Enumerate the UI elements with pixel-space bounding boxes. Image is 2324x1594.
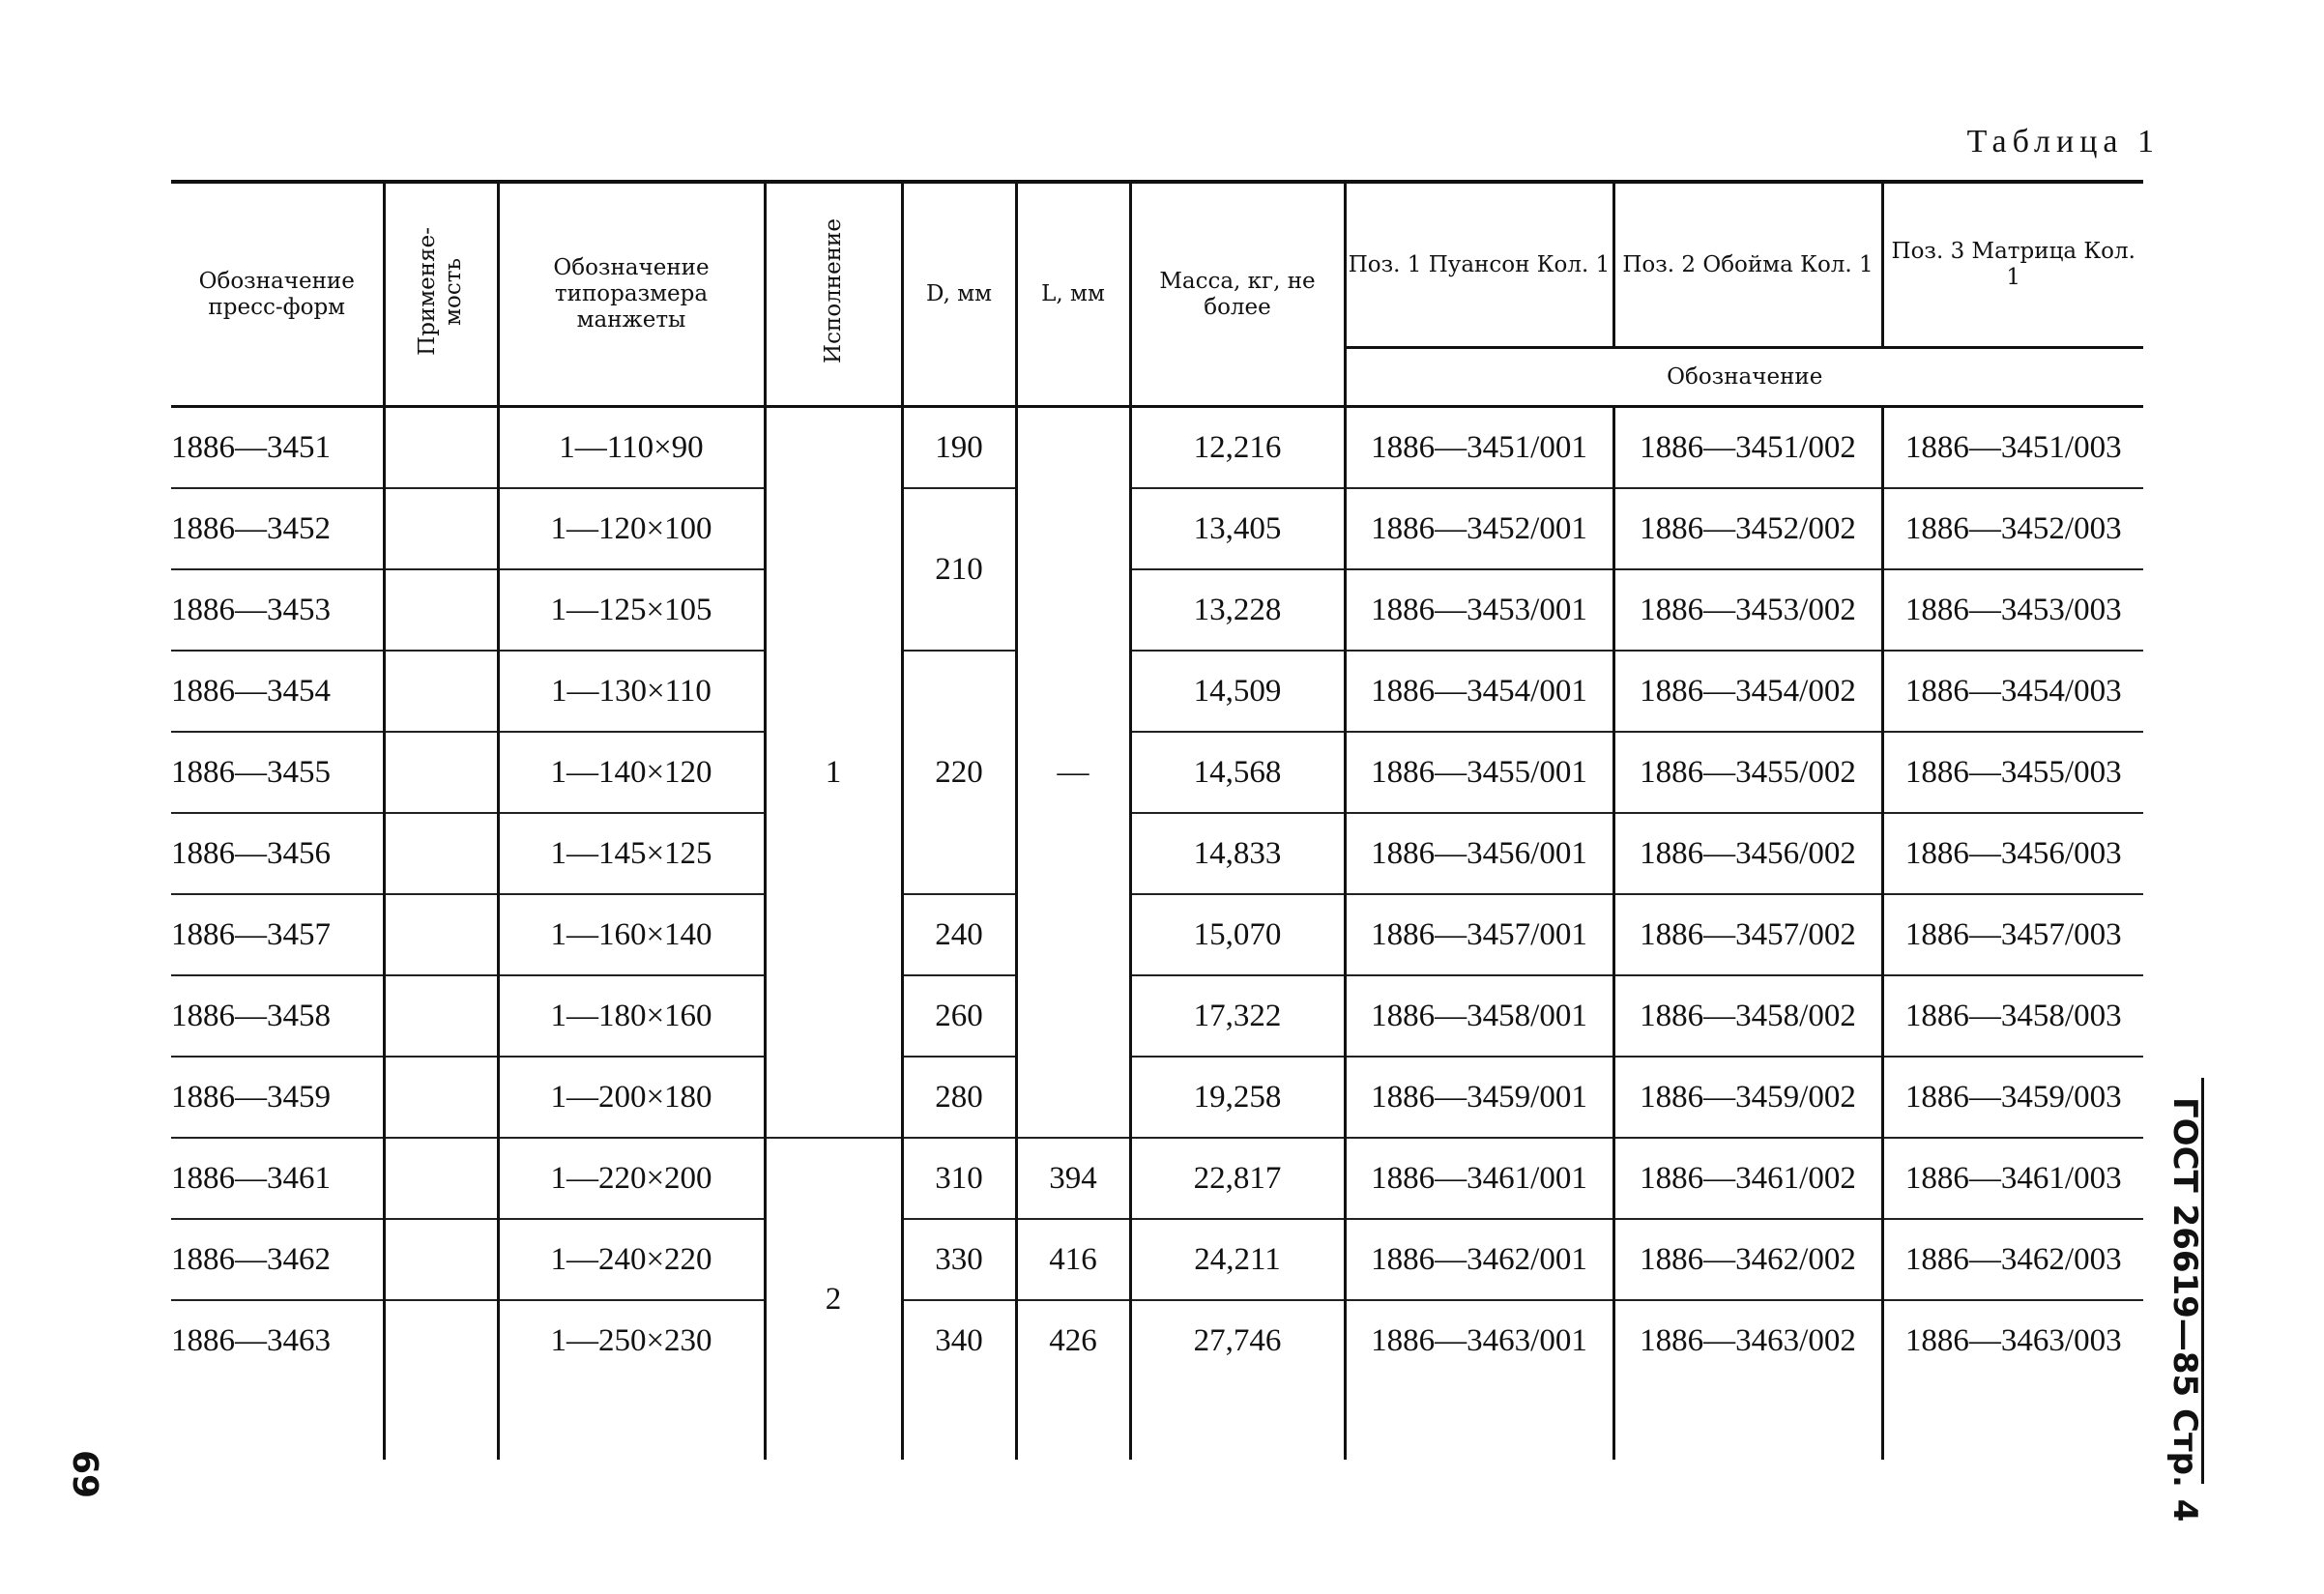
table-tail	[902, 1380, 1016, 1460]
header-d-mm: D, мм	[902, 182, 1016, 407]
table-tail	[498, 1380, 765, 1460]
table-cell-designation: 1886—3455	[171, 732, 384, 813]
d-cell: 340	[902, 1300, 1016, 1380]
mass-cell: 19,258	[1130, 1057, 1345, 1138]
mass-cell: 13,228	[1130, 569, 1345, 651]
table-cell-size: 1—130×110	[498, 651, 765, 732]
version-cell: 1	[765, 407, 902, 1139]
pos2-cell: 1886—3451/002	[1613, 407, 1882, 489]
pos1-cell: 1886—3456/001	[1345, 813, 1613, 894]
table-cell-applicability	[384, 732, 498, 813]
table-cell-designation: 1886—3452	[171, 488, 384, 569]
pos2-cell: 1886—3458/002	[1613, 975, 1882, 1057]
table-cell-size: 1—200×180	[498, 1057, 765, 1138]
header-pos3: Поз. 3 Матрица Кол. 1	[1882, 182, 2143, 348]
table-cell-designation: 1886—3463	[171, 1322, 331, 1358]
table-cell-size: 1—120×100	[498, 488, 765, 569]
pos2-cell: 1886—3459/002	[1613, 1057, 1882, 1138]
d-cell: 240	[902, 894, 1016, 975]
table-cell-size: 1—110×90	[498, 407, 765, 489]
table-cell-applicability	[384, 569, 498, 651]
table-cell-size: 1—250×230	[498, 1300, 765, 1380]
pos3-cell: 1886—3457/003	[1882, 894, 2143, 975]
l-cell: —	[1016, 407, 1130, 1139]
mass-cell: 13,405	[1130, 488, 1345, 569]
table-cell-designation: 1886—3461	[171, 1138, 384, 1219]
mass-cell: 22,817	[1130, 1138, 1345, 1219]
table-cell-designation: 1886—3459	[171, 1057, 384, 1138]
table-cell-designation: 1886—3457	[171, 894, 384, 975]
mass-cell: 14,833	[1130, 813, 1345, 894]
table-cell-size: 1—125×105	[498, 569, 765, 651]
pos2-cell: 1886—3462/002	[1613, 1219, 1882, 1300]
pos2-cell: 1886—3454/002	[1613, 651, 1882, 732]
header-applicability: Применяе- мость	[384, 182, 498, 407]
table-cell-applicability	[384, 975, 498, 1057]
d-cell: 190	[902, 407, 1016, 489]
pos2-cell: 1886—3463/002	[1613, 1300, 1882, 1380]
table-cell-designation: 1886—3458	[171, 975, 384, 1057]
pos1-cell: 1886—3451/001	[1345, 407, 1613, 489]
mass-cell: 12,216	[1130, 407, 1345, 489]
table-cell-applicability	[384, 488, 498, 569]
table-cell-applicability	[384, 1138, 498, 1219]
header-pos1: Поз. 1 Пуансон Кол. 1	[1345, 182, 1613, 348]
header-version: Исполнение	[765, 182, 902, 407]
l-cell: 416	[1016, 1219, 1130, 1300]
pos1-cell: 1886—3458/001	[1345, 975, 1613, 1057]
table-tail	[1882, 1380, 2143, 1460]
header-l-mm: L, мм	[1016, 182, 1130, 407]
pos2-cell: 1886—3453/002	[1613, 569, 1882, 651]
pos1-cell: 1886—3463/001	[1345, 1300, 1613, 1380]
pos3-cell: 1886—3451/003	[1882, 407, 2143, 489]
pos3-cell: 1886—3453/003	[1882, 569, 2143, 651]
pos3-cell: 1886—3462/003	[1882, 1219, 2143, 1300]
table-tail	[1345, 1380, 1613, 1460]
header-cuff-size: Обозначение типоразмера манжеты	[498, 182, 765, 407]
pos1-cell: 1886—3461/001	[1345, 1138, 1613, 1219]
d-cell: 310	[902, 1138, 1016, 1219]
table-cell-size: 1—145×125	[498, 813, 765, 894]
table-cell-size: 1—180×160	[498, 975, 765, 1057]
pos2-cell: 1886—3452/002	[1613, 488, 1882, 569]
table-cell-size: 1—140×120	[498, 732, 765, 813]
table-tail	[171, 1380, 384, 1460]
header-mass: Масса, кг, не более	[1130, 182, 1345, 407]
table-cell-designation: 1886—3451	[171, 407, 384, 489]
pos2-cell: 1886—3456/002	[1613, 813, 1882, 894]
pos3-cell: 1886—3455/003	[1882, 732, 2143, 813]
table-cell-applicability	[384, 1219, 498, 1300]
pos3-cell: 1886—3458/003	[1882, 975, 2143, 1057]
mass-cell: 27,746	[1130, 1300, 1345, 1380]
pos1-cell: 1886—3455/001	[1345, 732, 1613, 813]
d-cell: 260	[902, 975, 1016, 1057]
table-cell-size: 1—220×200	[498, 1138, 765, 1219]
pos1-cell: 1886—3453/001	[1345, 569, 1613, 651]
d-cell: 210	[902, 488, 1016, 651]
d-cell: 330	[902, 1219, 1016, 1300]
pos1-cell: 1886—3462/001	[1345, 1219, 1613, 1300]
header-pos2: Поз. 2 Обойма Кол. 1	[1613, 182, 1882, 348]
pos3-cell: 1886—3454/003	[1882, 651, 2143, 732]
press-form-table	[171, 180, 2143, 1460]
side-standard-mark: ГОСТ 26619—85 Стр. 4	[2165, 1097, 2204, 1522]
pos2-cell: 1886—3461/002	[1613, 1138, 1882, 1219]
table-caption: Таблица 1	[1966, 124, 2160, 159]
pos3-cell: 1886—3452/003	[1882, 488, 2143, 569]
mass-cell: 24,211	[1130, 1219, 1345, 1300]
table-tail	[1613, 1380, 1882, 1460]
table-cell-size: 1—160×140	[498, 894, 765, 975]
mass-cell: 14,568	[1130, 732, 1345, 813]
table-cell-designation: 1886—3462	[171, 1219, 384, 1300]
table-cell-applicability	[384, 1300, 498, 1380]
pos2-cell: 1886—3455/002	[1613, 732, 1882, 813]
d-cell: 280	[902, 1057, 1016, 1138]
pos1-cell: 1886—3452/001	[1345, 488, 1613, 569]
pos3-cell: 1886—3459/003	[1882, 1057, 2143, 1138]
pos1-cell: 1886—3459/001	[1345, 1057, 1613, 1138]
header-designation-sub: Обозначение	[1345, 348, 2143, 407]
pos1-cell: 1886—3454/001	[1345, 651, 1613, 732]
table-cell-applicability	[384, 1057, 498, 1138]
l-cell: 426	[1016, 1300, 1130, 1380]
pos1-cell: 1886—3457/001	[1345, 894, 1613, 975]
table-cell-applicability	[384, 813, 498, 894]
table-tail	[1016, 1380, 1130, 1460]
mass-cell: 14,509	[1130, 651, 1345, 732]
table-cell-designation: 1886—3454	[171, 651, 384, 732]
table-cell-size: 1—240×220	[498, 1219, 765, 1300]
pos2-cell: 1886—3457/002	[1613, 894, 1882, 975]
pos3-cell: 1886—3463/003	[1882, 1300, 2143, 1380]
l-cell: 394	[1016, 1138, 1130, 1219]
pos3-cell: 1886—3456/003	[1882, 813, 2143, 894]
d-cell: 220	[902, 651, 1016, 894]
table-cell-applicability	[384, 407, 498, 489]
table-tail	[1130, 1380, 1345, 1460]
table-tail	[384, 1380, 498, 1460]
mass-cell: 17,322	[1130, 975, 1345, 1057]
page-number: 69	[65, 1450, 104, 1499]
table-cell-designation: 1886—3456	[171, 813, 384, 894]
pos3-cell: 1886—3461/003	[1882, 1138, 2143, 1219]
table-cell-applicability	[384, 894, 498, 975]
header-designation: Обозначение пресс-форм	[171, 182, 384, 407]
table-cell-applicability	[384, 651, 498, 732]
mass-cell: 15,070	[1130, 894, 1345, 975]
version-cell: 2	[765, 1138, 902, 1460]
table-cell-designation: 1886—3453	[171, 569, 384, 651]
